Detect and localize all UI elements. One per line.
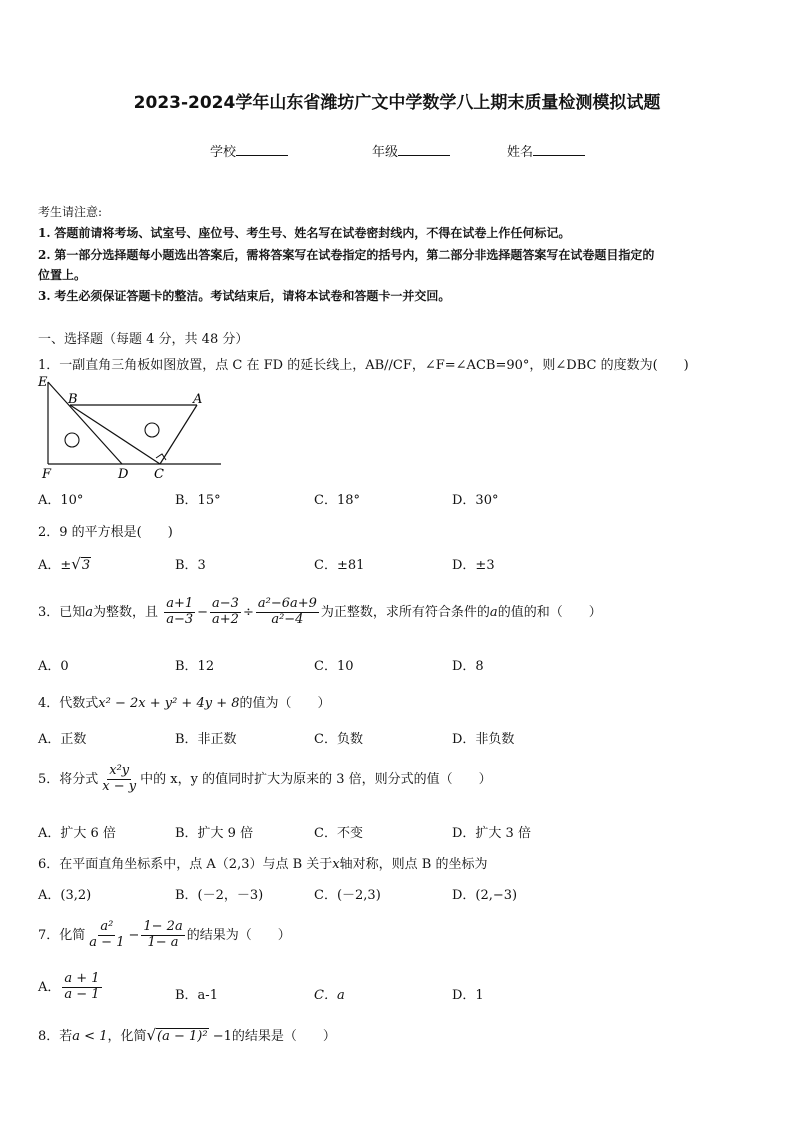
q7-option-a-label: A．: [38, 979, 61, 995]
q7-prefix: 7．化简: [38, 927, 86, 943]
q5-option-a: A．扩大 6 倍: [38, 826, 116, 841]
notice-text: 答题前请将考场、试室号、座位号、考生号、姓名写在试卷密封线内，不得在试卷上作任何标记。: [54, 226, 571, 240]
label-c: C: [154, 467, 164, 482]
q3-fraction-2: [210, 597, 241, 628]
q6-option-d: D．(2,−3): [452, 888, 518, 903]
school-label: 学校: [210, 145, 237, 160]
school-blank: [236, 143, 288, 156]
q2-option-d: D．±3: [452, 558, 495, 573]
q3-f3-num: a²−6a+9: [257, 596, 317, 611]
notice-num: 2.: [38, 248, 51, 262]
q5-f-num: x²y: [109, 763, 130, 778]
notice-text: 考生必须保证答题卡的整洁。考试结束后，请将本试卷和答题卡一并交回。: [54, 289, 451, 303]
q4-expression: x² − 2x + y² + 4y + 8: [98, 696, 240, 711]
q3-var: a: [85, 604, 94, 620]
notice-item-1: [38, 224, 570, 241]
sqrt-symbol: √: [146, 1026, 157, 1044]
q8-prefix: 8．若: [38, 1029, 73, 1044]
q3-f1-num: a+1: [166, 596, 194, 611]
q7-f1-num: a²: [100, 919, 114, 934]
q7-fraction-2: [141, 920, 184, 951]
grade-label: 年级: [372, 145, 399, 160]
q2-option-a: [38, 554, 91, 573]
label-b: B: [68, 392, 78, 407]
school-field: [210, 141, 288, 160]
q3-option-d: D．8: [452, 659, 484, 674]
notice-num: 3.: [38, 289, 51, 303]
q2-option-a-radicand: 3: [81, 558, 91, 573]
q1-option-c: C．18°: [314, 493, 360, 508]
q7-suffix: 的结果为（ ）: [186, 927, 291, 943]
q7-option-c: C．a: [314, 988, 345, 1003]
question-3-stem: [38, 597, 602, 628]
name-field: [507, 141, 585, 160]
section-heading: 一、选择题（每题 4 分，共 48 分）: [38, 332, 249, 347]
q5-option-d: D．扩大 3 倍: [452, 826, 531, 841]
q3-f2-den: a+2: [212, 611, 239, 627]
q6-suffix: 轴对称，则点 B 的坐标为: [339, 857, 488, 872]
q4-option-c: C．负数: [314, 732, 363, 747]
q7-opt-a-den: a − 1: [64, 986, 100, 1002]
q3-fraction-3: [256, 597, 319, 628]
q7-option-a: [38, 972, 104, 1003]
q6-option-a: A．(3,2): [38, 888, 92, 903]
notice-heading: 考生请注意:: [38, 205, 103, 219]
q4-option-a: A．正数: [38, 732, 87, 747]
q5-option-b: B．扩大 9 倍: [175, 826, 254, 841]
label-a: A: [193, 392, 203, 407]
q4-option-d: D．非负数: [452, 732, 515, 747]
q4-suffix: 的值为（ ）: [239, 696, 331, 711]
q8-mid: ，化简: [107, 1029, 147, 1044]
q6-option-b: B．(－2，－3): [175, 888, 264, 903]
q6-option-c: C．(－2,3): [314, 888, 381, 903]
question-1-stem: 1．一副直角三角板如图放置，点 C 在 FD 的延长线上，AB//CF，∠F=∠ACB=90°，则∠DBC 的度数为( ): [38, 358, 689, 373]
q3-suffix-end: 的值的和（ ）: [497, 604, 602, 620]
notice-num: 1.: [38, 226, 51, 240]
q6-var: x: [332, 857, 340, 872]
notice-item-2: [38, 246, 654, 263]
label-d: D: [118, 467, 129, 482]
q3-option-b: B．12: [175, 659, 215, 674]
question-4-stem: [38, 692, 331, 711]
name-label: 姓名: [507, 145, 534, 160]
question-5-stem: [38, 764, 492, 795]
q8-condition: a < 1: [72, 1029, 108, 1044]
q3-suffix: 为正整数，求所有符合条件的: [320, 604, 490, 620]
q7-option-d: D．1: [452, 988, 484, 1003]
q7-option-b: B．a-1: [175, 988, 218, 1003]
question-2-stem: 2．9 的平方根是( ): [38, 525, 173, 540]
q3-prefix: 3．已知: [38, 604, 86, 620]
name-blank: [533, 143, 585, 156]
exam-title: 2023-2024学年山东省潍坊广文中学数学八上期末质量检测模拟试题: [133, 93, 661, 113]
q3-divide: ÷: [242, 604, 254, 620]
q8-suffix: 的结果是（ ）: [231, 1029, 336, 1044]
q5-fraction: [100, 764, 138, 795]
q3-f1-den: a−3: [166, 611, 194, 627]
question-8-stem: [38, 1025, 336, 1044]
q3-option-c: C．10: [314, 659, 354, 674]
q3-mid: 为整数，且: [93, 604, 159, 620]
grade-blank: [398, 143, 450, 156]
q1-option-b: B．15°: [175, 493, 221, 508]
q6-prefix: 6．在平面直角坐标系中，点 A（2,3）与点 B 关于: [38, 857, 333, 872]
q3-minus: −: [197, 604, 209, 620]
q7-f1-den: a − 1: [89, 934, 125, 950]
q7-minus: −: [128, 927, 140, 943]
question-6-stem: [38, 853, 487, 872]
notice-text: 第一部分选择题每小题选出答案后，需将答案写在试卷指定的括号内，第二部分非选择题答案写在试卷题目指定的: [54, 248, 655, 262]
q7-f2-num: 1− 2a: [143, 919, 183, 934]
question-7-stem: [38, 920, 291, 951]
q2-option-c: C．±81: [314, 558, 365, 573]
q1-option-d: D．30°: [452, 493, 499, 508]
q3-option-a: A．0: [38, 659, 69, 674]
label-e: E: [38, 375, 48, 390]
sqrt-symbol: √: [71, 555, 81, 573]
q8-radicand: (a − 1)²: [157, 1029, 208, 1044]
notice-item-3: [38, 287, 450, 304]
notice-text: 位置上。: [38, 268, 87, 282]
q1-option-a: A．10°: [38, 493, 84, 508]
notice-item-2-cont: [38, 266, 86, 283]
q3-suffix-var: a: [489, 604, 498, 620]
q2-option-b: B．3: [175, 558, 206, 573]
triangle-figure: [34, 372, 234, 484]
q3-fraction-1: [164, 597, 195, 628]
q5-prefix: 5．将分式: [38, 771, 99, 787]
q4-prefix: 4．代数式: [38, 696, 99, 711]
label-f: F: [42, 467, 52, 482]
q7-option-a-fraction: [62, 972, 101, 1003]
q8-after: −1: [208, 1029, 232, 1044]
q2-option-a-prefix: A．±: [38, 558, 72, 573]
q5-suffix: 中的 x，y 的值同时扩大为原来的 3 倍，则分式的值（ ）: [140, 771, 492, 787]
q5-option-c: C．不变: [314, 826, 363, 841]
q7-opt-a-num: a + 1: [64, 971, 100, 986]
q5-f-den: x − y: [102, 778, 137, 794]
q7-fraction-1: [87, 920, 126, 951]
q3-f3-den: a²−4: [271, 611, 304, 627]
q4-option-b: B．非正数: [175, 732, 237, 747]
q7-f2-den: 1− a: [147, 934, 179, 950]
grade-field: [372, 141, 450, 160]
q3-f2-num: a−3: [212, 596, 239, 611]
